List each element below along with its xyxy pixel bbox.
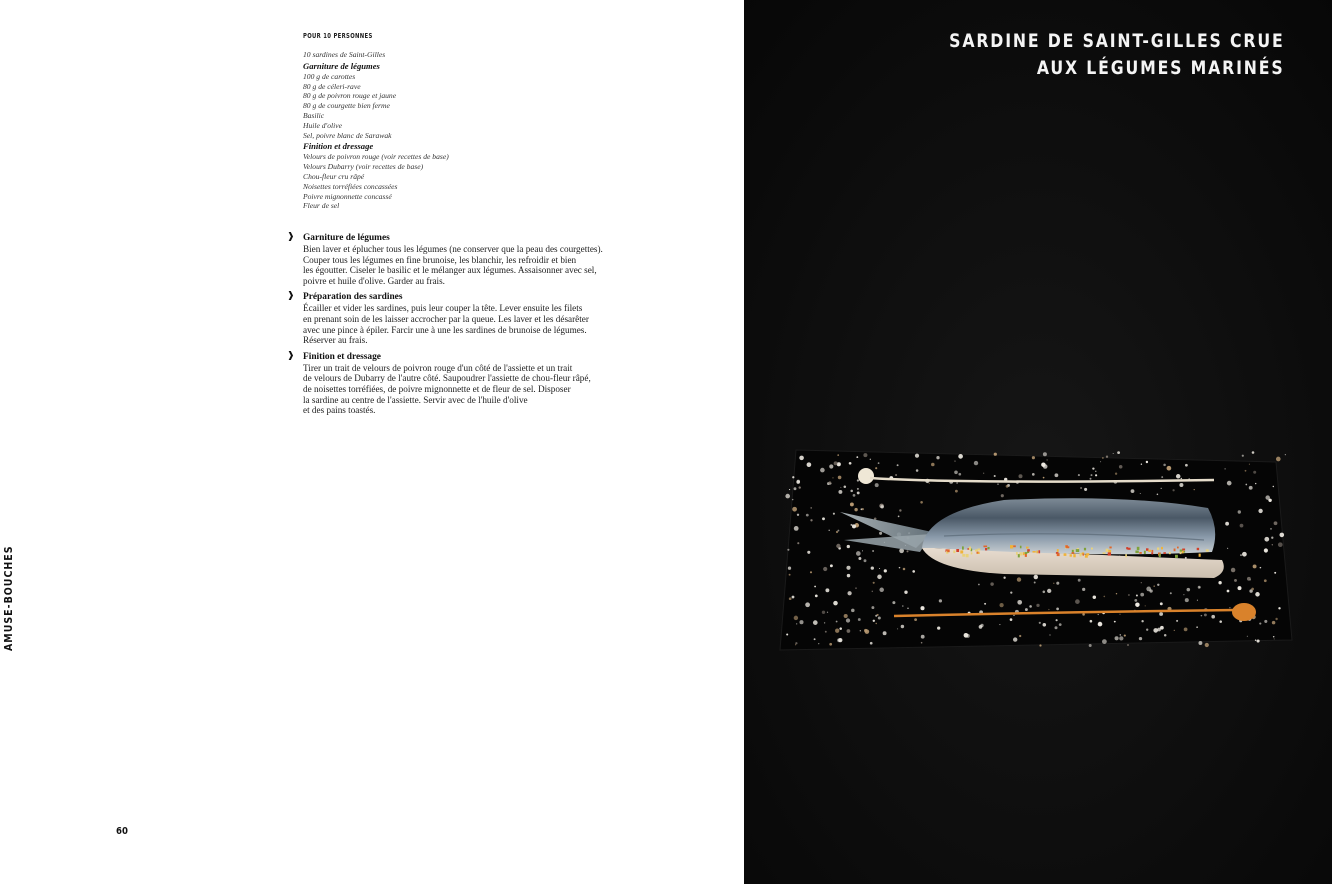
ingredient-item: Velours Dubarry (voir recettes de base) bbox=[303, 162, 424, 172]
ingredient-group-heading: Finition et dressage bbox=[303, 141, 374, 152]
method-step bbox=[287, 292, 617, 345]
section-label: AMUSE-BOUCHES bbox=[3, 545, 15, 651]
step-text-line: la sardine au centre de l'assiette. Servir avec de l'huile d'olive bbox=[303, 394, 528, 405]
dish-photo bbox=[744, 0, 1332, 884]
step-bullet-icon: ❱ bbox=[287, 291, 295, 302]
step-bullet-icon: ❱ bbox=[287, 232, 295, 242]
step-bullet-icon: ❱ bbox=[287, 350, 295, 361]
step-title: Garniture de légumes bbox=[303, 233, 390, 243]
step-text-line: de velours de Dubarry de l'autre côté. Saupoudrer l'assiette de chou-fleur râpé, bbox=[303, 373, 591, 384]
step-text-line: les égoutter. Ciseler le basilic et le mélanger aux légumes. Assaisonner avec sel, bbox=[303, 265, 597, 276]
dish-title bbox=[950, 28, 1285, 82]
step-text-line: poivre et huile d'olive. Garder au frais. bbox=[303, 275, 445, 286]
ingredient-item: Chou-fleur cru râpé bbox=[303, 171, 365, 181]
ingredients-list bbox=[303, 50, 563, 211]
ingredient-item: Noisettes torréfiées concassées bbox=[303, 181, 398, 191]
ingredient-item: Poivre mignonnette concassé bbox=[303, 191, 392, 201]
ingredient-item: Sel, poivre blanc de Sarawak bbox=[303, 130, 392, 140]
page-number: 60 bbox=[116, 826, 128, 837]
ingredient-item: 80 g de poivron rouge et jaune bbox=[303, 91, 397, 101]
photo-background bbox=[744, 0, 1332, 884]
step-text-line: Couper tous les légumes en fine brunoise, les blanchir, les refroidir et bien bbox=[303, 254, 577, 265]
method-step bbox=[287, 352, 617, 416]
servings-heading: POUR 10 PERSONNES bbox=[303, 31, 373, 40]
step-text-line: de noisettes torréfiées, de poivre mignonnette et de fleur de sel. Disposer bbox=[303, 383, 571, 394]
step-text-line: Bien laver et éplucher tous les légumes (ne conserver que la peau des courgettes). bbox=[303, 244, 603, 254]
step-text-line: et des pains toastés. bbox=[303, 405, 376, 416]
step-text-line: en prenant soin de les laisser accrocher par la queue. Les laver et les désarêter bbox=[303, 313, 589, 324]
step-text-line: Écailler et vider les sardines, puis leur couper la tête. Lever ensuite les filets bbox=[303, 303, 583, 314]
dish-title-line-1: SARDINE DE SAINT-GILLES CRUE bbox=[949, 30, 1285, 52]
method-steps bbox=[287, 233, 617, 422]
ingredient-item: 80 g de céleri-rave bbox=[303, 81, 361, 91]
ingredient-item: Basilic bbox=[303, 110, 325, 120]
ingredient-item: Huile d'olive bbox=[303, 120, 342, 130]
dish-title-line-2: AUX LÉGUMES MARINÉS bbox=[1037, 57, 1285, 79]
ingredient-group-heading: Garniture de légumes bbox=[303, 60, 380, 71]
step-text-line: Réserver au frais. bbox=[303, 335, 368, 346]
step-title: Finition et dressage bbox=[303, 351, 381, 362]
ingredient-item: 80 g de courgette bien ferme bbox=[303, 101, 390, 111]
ingredient-item: Fleur de sel bbox=[303, 201, 340, 211]
right-page bbox=[744, 0, 1332, 884]
ingredient-item: 100 g de carottes bbox=[303, 71, 356, 81]
method-step bbox=[287, 233, 617, 286]
step-title: Préparation des sardines bbox=[303, 292, 403, 303]
step-text-line: Tirer un trait de velours de poivron rouge d'un côté de l'assiette et un trait bbox=[303, 362, 573, 373]
ingredient-item: 10 sardines de Saint-Gilles bbox=[303, 50, 386, 59]
ingredient-item: Velours de poivron rouge (voir recettes de base) bbox=[303, 152, 449, 162]
step-text-line: avec une pince à épiler. Farcir une à une les sardines de brunoise de légumes. bbox=[303, 324, 587, 335]
